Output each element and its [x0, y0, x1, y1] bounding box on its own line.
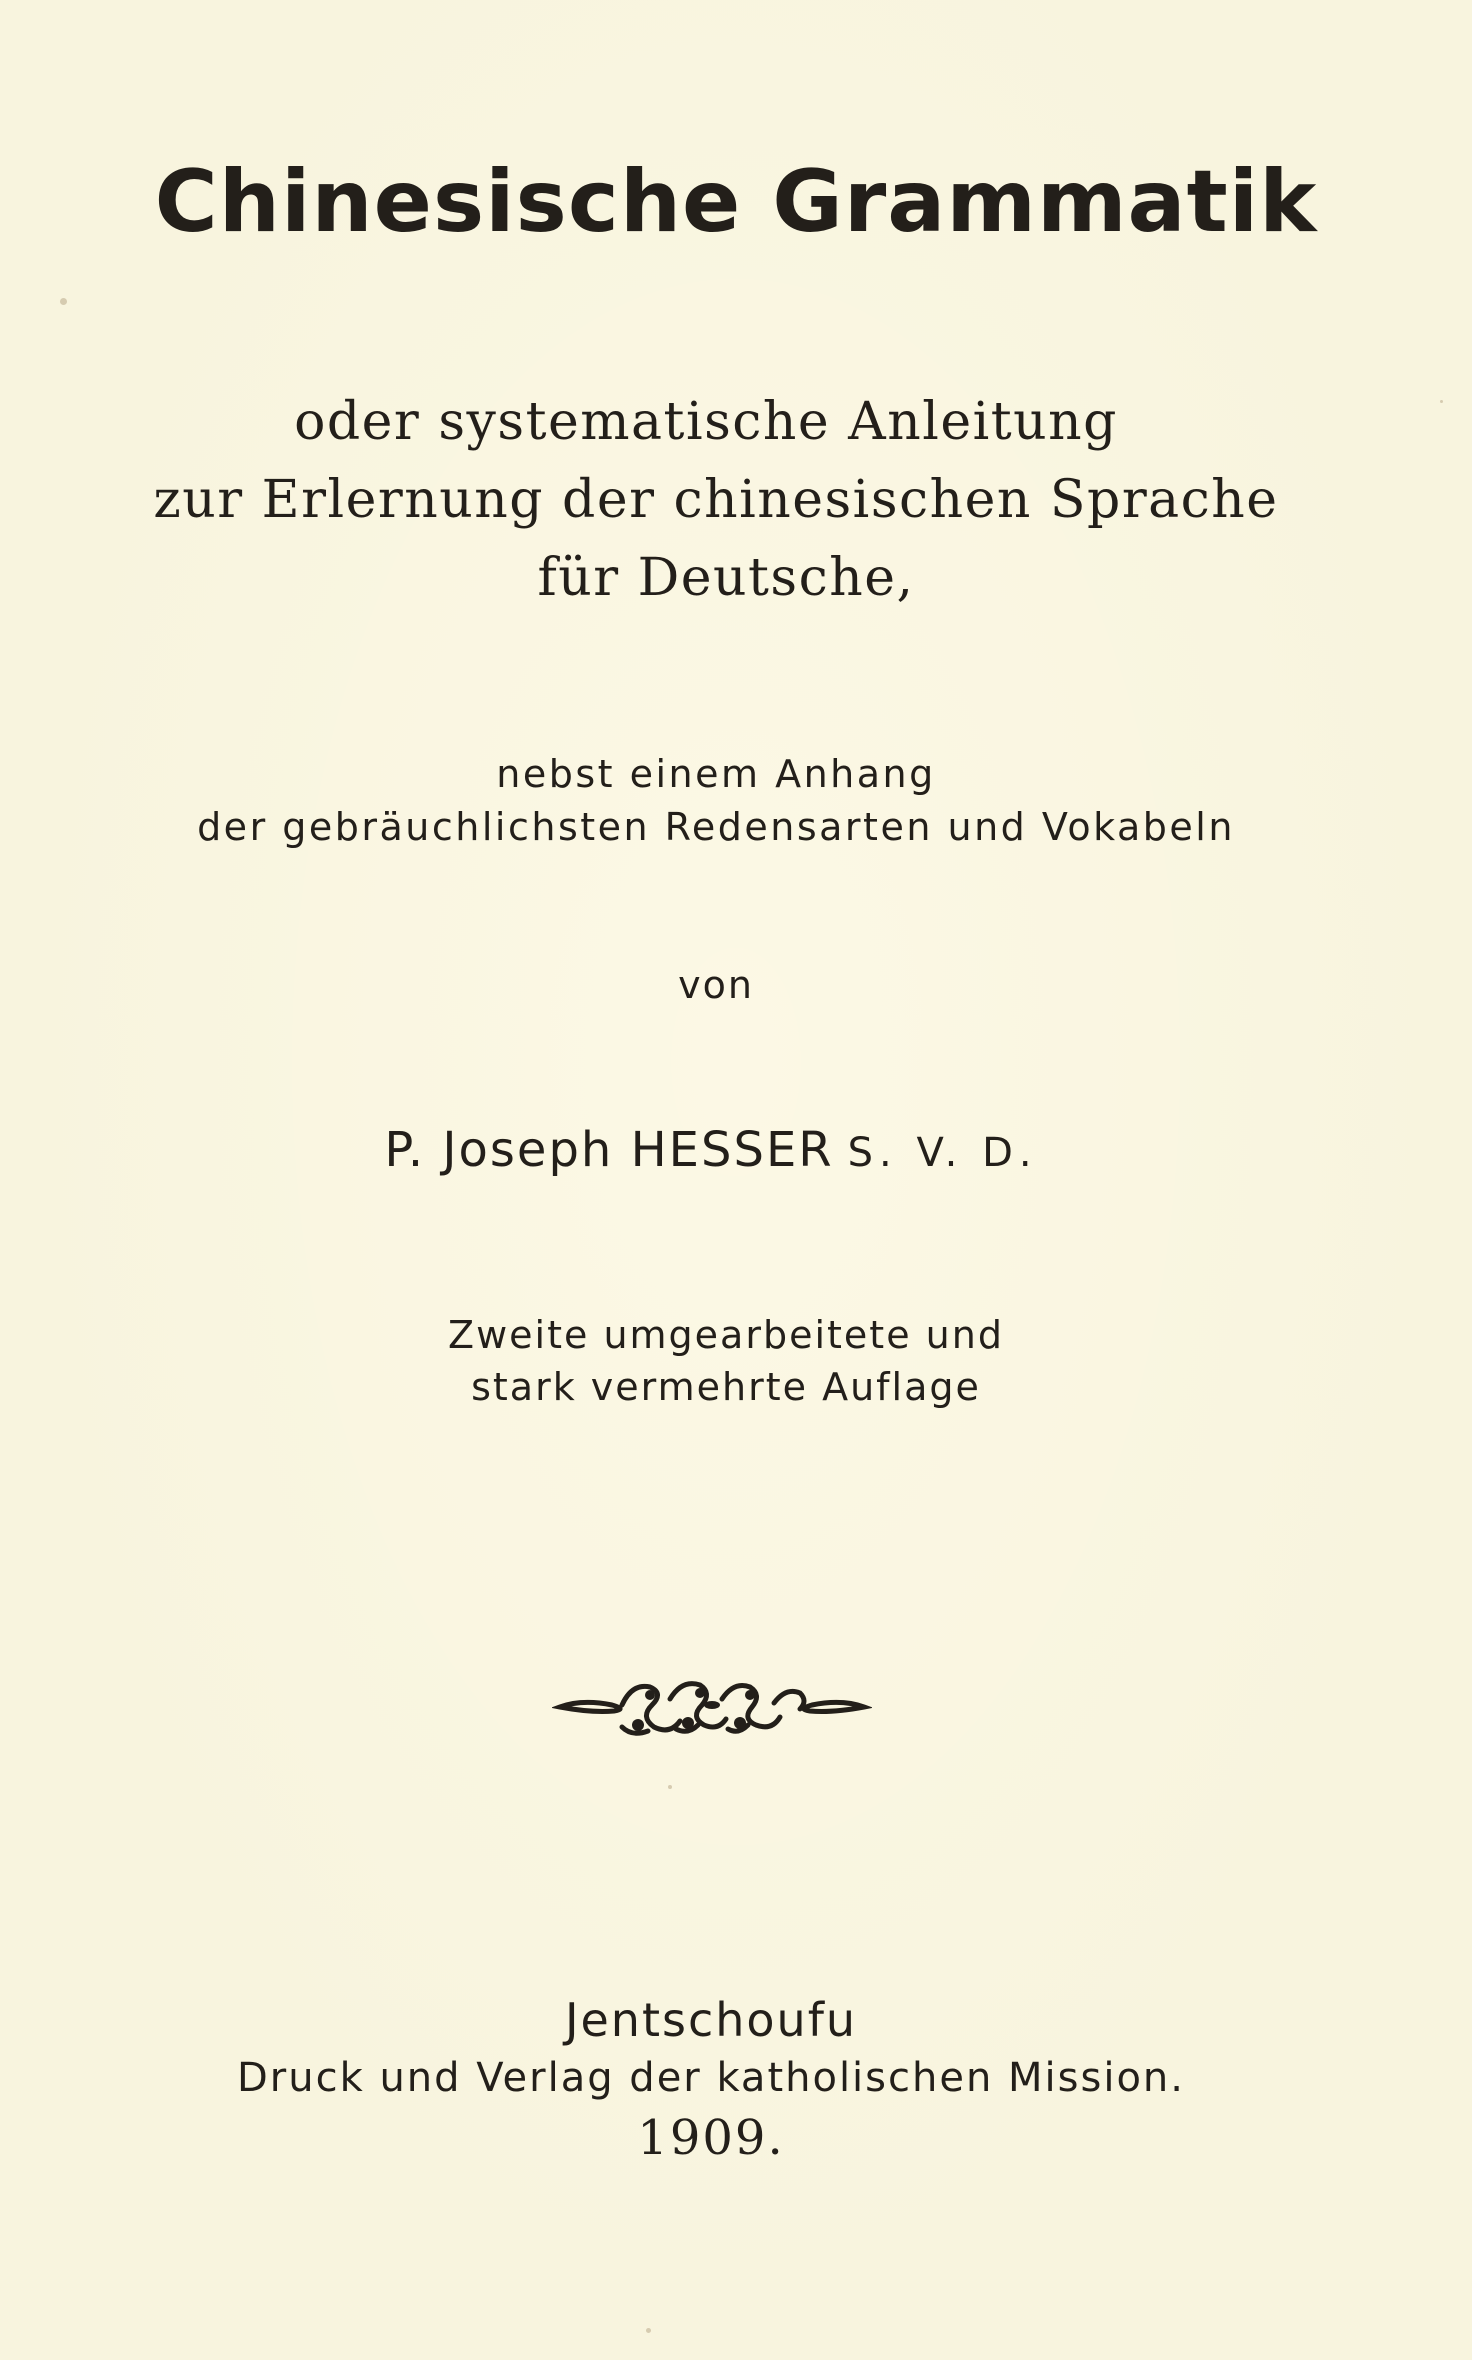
- paper-speck: [646, 2328, 651, 2333]
- ornament-icon: [552, 1665, 872, 1745]
- by-label: von: [678, 963, 754, 1007]
- paper-speck: [668, 1785, 672, 1789]
- paper-speck: [60, 298, 67, 305]
- subtitle-line-3: für Deutsche,: [537, 548, 915, 608]
- author-line: [0, 1122, 1447, 1178]
- appendix-line-2: der gebräuchlichsten Redensarten und Vokabeln: [197, 805, 1235, 849]
- appendix-line-1: nebst einem Anhang: [496, 752, 936, 796]
- book-title: Chinesische Grammatik: [154, 152, 1318, 252]
- paper-speck: [1440, 400, 1443, 403]
- imprint-year: 1909.: [637, 2110, 785, 2166]
- author-name: P. Joseph HESSER: [384, 1122, 834, 1178]
- subtitle-line-2: zur Erlernung der chinesischen Sprache: [153, 470, 1279, 530]
- imprint-city: Jentschoufu: [564, 1993, 858, 2047]
- edition-line-1: Zweite umgearbeitete und: [448, 1313, 1004, 1357]
- imprint-publisher: Druck und Verlag der katholischen Mission.: [236, 2055, 1185, 2101]
- subtitle-line-1: oder systematische Anleitung: [294, 392, 1118, 452]
- edition-line-2: stark vermehrte Auflage: [471, 1365, 981, 1409]
- author-order-suffix: S. V. D.: [847, 1130, 1038, 1176]
